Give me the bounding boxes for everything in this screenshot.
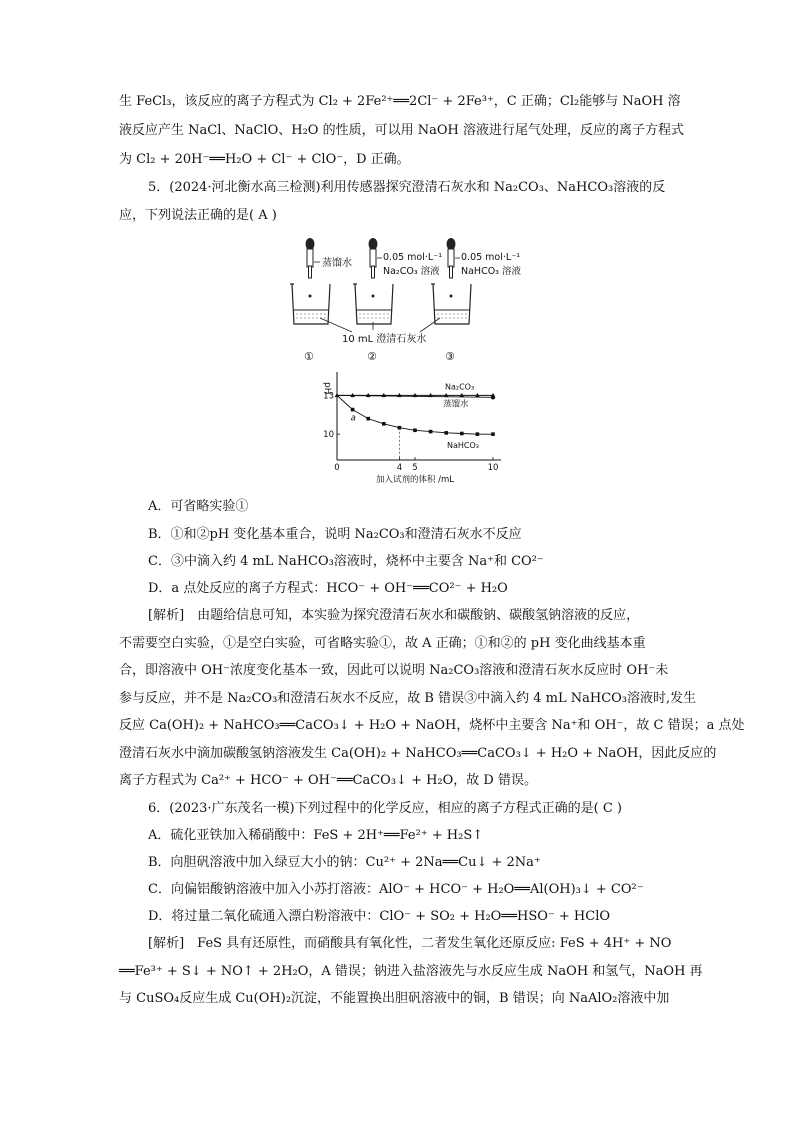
legend-label: NaHCO₃	[447, 441, 479, 451]
analysis-line: [解析] 由题给信息可知，本实验为探究澄清石灰水和碳酸钠、碳酸氢钠溶液的反应，	[148, 608, 640, 623]
x-tick-label: 4	[396, 463, 403, 473]
x-axis-label: 加入试剂的体积 /mL	[375, 475, 455, 483]
x-tick-label: 5	[412, 463, 418, 473]
beaker-number-1: ①	[304, 350, 314, 363]
question-5-stem: 5．(2024·河北衡水高三检测)利用传感器探究澄清石灰水和 Na₂CO₃、NaHCO₃溶液的反	[148, 180, 666, 195]
data-point	[382, 422, 386, 426]
ph-chart	[315, 368, 525, 483]
q6-option-d: D．将过量二氧化硫通入漂白粉溶液中：ClO⁻ + SO₂ + H₂O══HSO⁻ + HClO	[148, 909, 611, 924]
legend-label: 蒸馏水	[443, 399, 469, 410]
option-d: D．a 点处反应的离子方程式：HCO⁻ + OH⁻══CO²⁻ + H₂O	[148, 581, 508, 596]
option-c: C．③中滴入约 4 mL NaHCO₃溶液时，烧杯中主要含 Na⁺和 CO²⁻	[148, 554, 544, 569]
analysis-line: 与 CuSO₄反应生成 Cu(OH)₂沉淀，不能置换出胆矾溶液中的铜，B 错误；向 NaAlO₂溶液中加	[119, 991, 670, 1006]
analysis-line: 离子方程式为 Ca²⁺ + HCO⁻ + OH⁻══CaCO₃↓ + H₂O，故 D 错误。	[119, 773, 537, 788]
dropper-2	[369, 238, 383, 278]
data-point	[444, 431, 448, 435]
data-point	[491, 395, 495, 399]
analysis-line: [解析] FeS 具有还原性，而硝酸具有氧化性，二者发生氧化还原反应: FeS + 4H⁺ + NO	[148, 936, 672, 951]
option-a: A．可省略实验①	[148, 499, 249, 514]
apparatus-diagram	[280, 232, 540, 364]
analysis-line: ══Fe³⁺ + S↓ + NO↑ + 2H₂O，A 错误；钠进入盐溶液先与水反应生成 NaOH 和氢气，NaOH 再	[119, 964, 703, 979]
analysis-line: 反应 Ca(OH)₂ + NaHCO₃══CaCO₃↓ + H₂O + NaOH，烧杯中主要含 Na⁺和 OH⁻，故 C 错误；a 点处	[119, 718, 745, 733]
data-point	[476, 432, 480, 436]
data-point	[351, 408, 355, 412]
beaker-1	[290, 284, 330, 324]
analysis-line: 参与反应，并不是 Na₂CO₃和澄清石灰水不反应，故 B 错误③中滴入约 4 mL NaHCO₃溶液时,发生	[119, 691, 697, 706]
question-5-stem-cont: 应，下列说法正确的是( A )	[119, 208, 277, 223]
x-tick-label: 0	[334, 463, 340, 473]
beaker-label: 10 mL 澄清石灰水	[342, 334, 427, 345]
data-point	[491, 432, 495, 436]
data-point	[429, 430, 433, 434]
dropper-3-conc: 0.05 mol·L⁻¹	[461, 252, 521, 263]
legend-label: Na₂CO₃	[445, 382, 475, 392]
series-line-2	[337, 395, 493, 434]
y-axis-label: pH	[322, 382, 332, 395]
dropper-2-conc: 0.05 mol·L⁻¹	[383, 252, 443, 263]
option-b: B．①和②pH 变化基本重合，说明 Na₂CO₃和澄清石灰水不反应	[148, 527, 522, 542]
data-point	[413, 428, 417, 432]
question-6-stem: 6．(2023·广东茂名一模)下列过程中的化学反应，相应的离子方程式正确的是( C )	[148, 801, 622, 816]
beaker-3	[431, 284, 471, 324]
q6-option-b: B．向胆矾溶液中加入绿豆大小的钠：Cu²⁺ + 2Na══Cu↓ + 2Na⁺	[148, 855, 541, 870]
data-point	[398, 426, 402, 430]
data-point	[366, 417, 370, 421]
paragraph-line: 生 FeCl₃，该反应的离子方程式为 Cl₂ + 2Fe²⁺══2Cl⁻ + 2Fe³⁺，C 正确；Cl₂能够与 NaOH 溶	[119, 94, 681, 109]
analysis-line: 不需要空白实验，①是空白实验，可省略实验①，故 A 正确；①和②的 pH 变化曲线基本重	[119, 636, 646, 651]
paragraph-line: 液反应产生 NaCl、NaClO、H₂O 的性质，可以用 NaOH 溶液进行尾气处理，反应的离子方程式	[119, 123, 684, 138]
q6-option-a: A．硫化亚铁加入稀硝酸中：FeS + 2H⁺══Fe²⁺ + H₂S↑	[148, 828, 484, 843]
x-tick-label: 10	[487, 463, 499, 473]
paragraph-line: 为 Cl₂ + 20H⁻══H₂O + Cl⁻ + ClO⁻，D 正确。	[119, 152, 410, 167]
beaker-2	[353, 284, 393, 324]
dropper-1	[306, 238, 321, 278]
dropper-1-label: 蒸馏水	[322, 258, 352, 269]
dropper-2-name: Na₂CO₃ 溶液	[383, 266, 440, 277]
y-tick-label: 10	[323, 430, 334, 441]
beaker-number-3: ③	[445, 350, 455, 363]
point-a-label: a	[350, 413, 356, 424]
dropper-3	[447, 238, 461, 278]
dropper-3-name: NaHCO₃ 溶液	[461, 266, 522, 277]
data-point	[460, 432, 464, 436]
y-tick-label: 13	[323, 391, 334, 402]
analysis-line: 澄清石灰水中滴加碳酸氢钠溶液发生 Ca(OH)₂ + NaHCO₃══CaCO₃↓ + H₂O + NaOH，因此反应的	[119, 746, 717, 761]
q6-option-c: C．向偏铝酸钠溶液中加入小苏打溶液：AlO⁻ + HCO⁻ + H₂O══Al(OH)₃↓ + CO²⁻	[148, 882, 644, 897]
analysis-line: 合，即溶液中 OH⁻浓度变化基本一致，因此可以说明 Na₂CO₃溶液和澄清石灰水反应时 OH⁻未	[119, 663, 669, 678]
beaker-number-2: ②	[367, 350, 377, 363]
